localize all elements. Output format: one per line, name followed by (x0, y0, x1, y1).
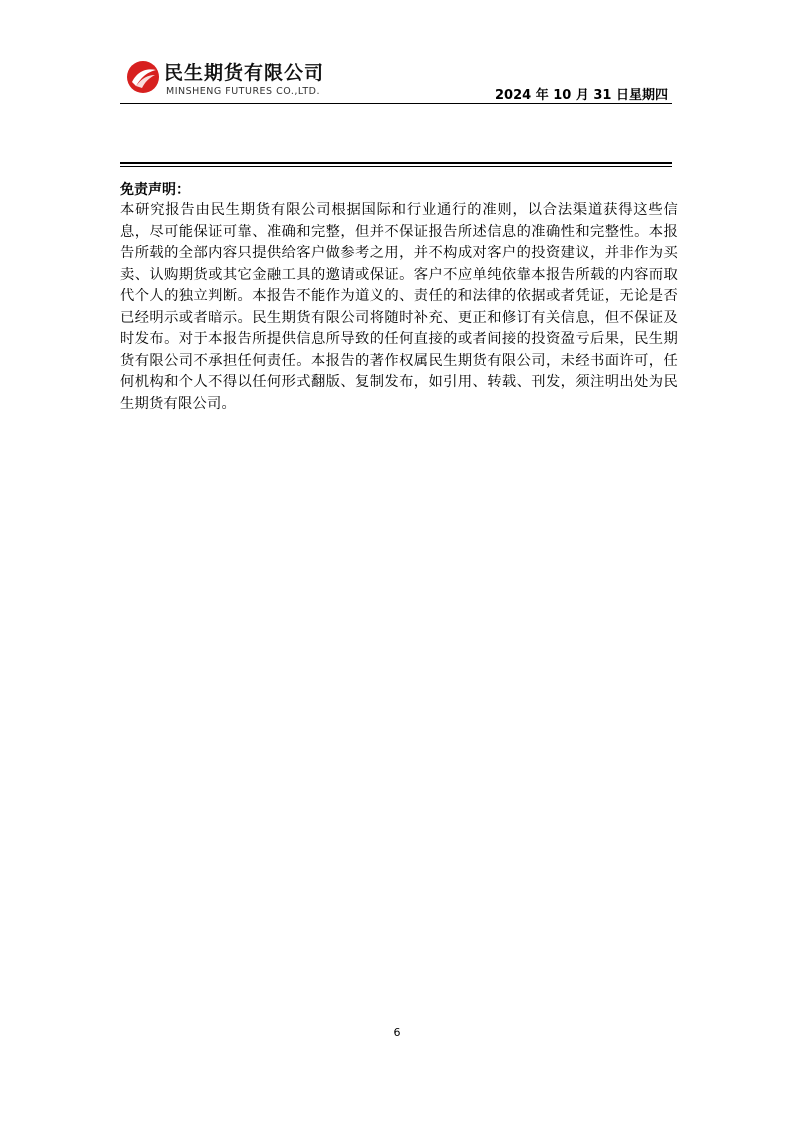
page-number: 6 (393, 1026, 401, 1039)
company-name-en: MINSHENG FUTURES CO.,LTD. (166, 86, 320, 97)
disclaimer-body: 本研究报告由民生期货有限公司根据国际和行业通行的准则，以合法渠道获得这些信息，尽可能保证可靠、准确和完整，但并不保证报告所述信息的准确性和完整性。本报告所载的全部内容只提供给客户做参考之用，并不构成对客户的投资建议，并非作为买卖、认购期货或其它金融工具的邀请或保证。客户不应单纯依靠本报告所载的内容而取代个人的独立判断。本报告不能作为道义的、责任的和法律的依据或者凭证，无论是否已经明示或者暗示。民生期货有限公司将随时补充、更正和修订有关信息，但不保证及时发布。对于本报告所提供信息所导致的任何直接的或者间接的投资盈亏后果，民生期货有限公司不承担任何责任。本报告的著作权属民生期货有限公司，未经书面许可，任何机构和个人不得以任何形式翻版、复制发布，如引用、转载、刊发，须注明出处为民生期货有限公司。 (120, 202, 678, 412)
page-header (120, 54, 672, 106)
company-name-cn: 民生期货有限公司 (164, 62, 325, 84)
report-date: 2024 年 10 月 31 日星期四 (495, 88, 668, 103)
section-divider (120, 162, 672, 167)
minsheng-logo-icon (126, 60, 160, 94)
disclaimer-title: 免责声明： (120, 182, 190, 198)
header-divider (120, 103, 672, 104)
disclaimer-section (120, 180, 678, 415)
